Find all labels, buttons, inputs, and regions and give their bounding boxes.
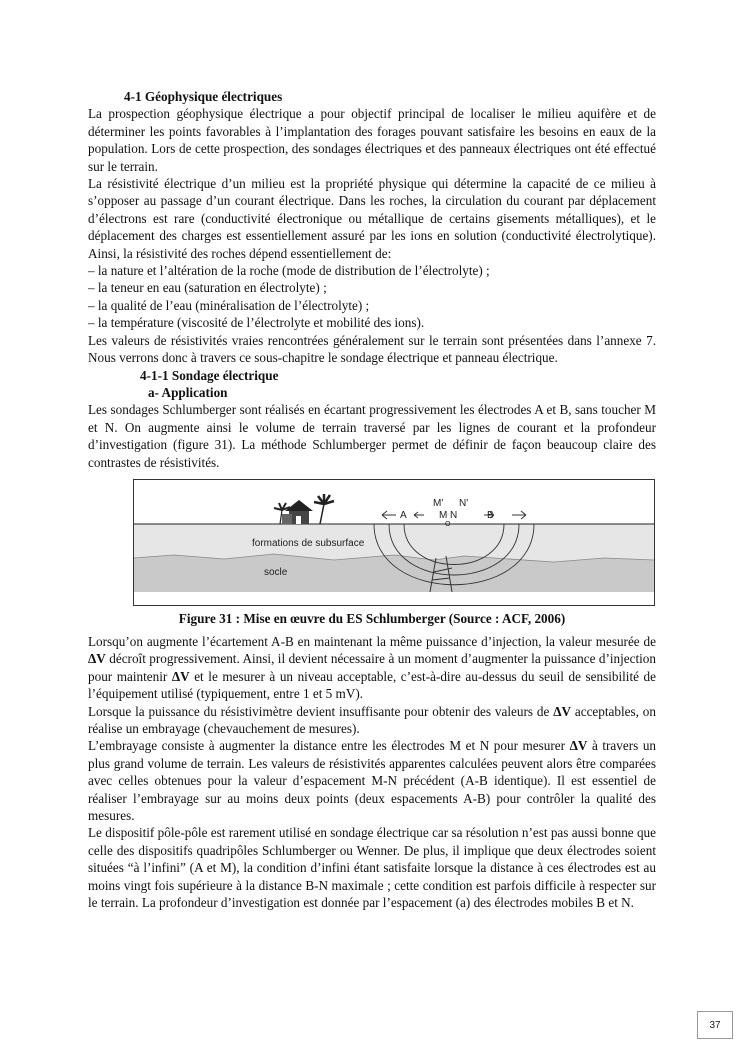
label-m: M	[439, 509, 448, 521]
paragraph-spacing	[88, 633, 656, 703]
text-span: L’embrayage consiste à augmenter la distance entre les électrodes M et N pour mesurer	[88, 738, 570, 754]
text-span: à travers un plus grand volume de terrain. Les valeurs de résistivités apparentes calculées peuvent alors être comparées avec celles obtenues pour la valeur d’espacement M-N précédent (A-B identique). Il est essentiel de réaliser l’embrayage sur au moins deux points (deux espacements A-B) pour contrôler la qualité des mesures.	[88, 738, 657, 823]
text-span: acceptables, on réalise un embrayage (chevauchement de mesures).	[88, 703, 656, 736]
paragraph-pole-pole: Le dispositif pôle-pôle est rarement utilisé en sondage électrique car sa résolution n’est pas aussi bonne que celle des dispositifs quadripôles Schlumberger ou Wenner. De plus, il implique que deux électrodes soient situées “à l’infini” (A et M), la condition d’infini étant satisfaite lorsque la distance à ces électrodes est au moins vingt fois supérieure à la distance B-N maximale ; cette condition est parfois difficile à respecter sur le terrain. La profondeur d’investigation est donnée par l’espacement (a) des électrodes mobiles B et N.	[88, 825, 656, 911]
label-subsurface: formations de subsurface	[252, 537, 365, 549]
text-span: et le mesurer à un niveau acceptable, c’est-à-dire au-dessus du seuil de sensibilité de l’équipement utilisé (typiquement, entre 1 et 5 mV).	[88, 668, 656, 702]
subsubsection-title: a- Application	[148, 384, 228, 400]
paragraph-values: Les valeurs de résistivités vraies rencontrées généralement sur le terrain sont présentées dans l’annexe 7. Nous verrons donc à travers ce sous-chapitre le sondage électrique et panneau électrique.	[88, 332, 656, 366]
label-n-prime: N'	[459, 497, 469, 509]
label-b: B	[487, 509, 494, 521]
label-m-prime: M'	[433, 497, 444, 509]
paragraph-embrayage	[88, 737, 656, 824]
delta-v: ΔV	[88, 651, 106, 667]
delta-v: ΔV	[553, 703, 571, 719]
page-number: 37	[697, 1011, 733, 1039]
text-span: décroît progressivement. Ainsi, il devient nécessaire à un moment d’augmenter la puissance d’injection pour maintenir	[88, 651, 656, 684]
label-n: N	[450, 509, 458, 521]
paragraph-resistivity: La résistivité électrique d’un milieu est la propriété physique qui détermine la capacité de ce milieu à s’opposer au passage d’un courant électrique. Dans les roches, la circulation du courant par déplacement d’électrons est rare (conductivité électronique ou métallique de certains gisements métalliques), et le déplacement des charges est essentiellement assuré par les ions en solution (conductivité électrolytique). Ainsi, la résistivité des roches dépend essentiellement de:	[88, 176, 656, 261]
schlumberger-diagram	[134, 480, 654, 605]
list-item: – la teneur en eau (saturation en électrolyte) ;	[88, 280, 327, 296]
arrow-right-icon	[512, 511, 526, 519]
figure-schlumberger	[133, 479, 655, 606]
paragraph-intro: La prospection géophysique électrique a pour objectif principal de localiser le milieu aquifère et de déterminer les points favorables à l’implantation des forages pouvant satisfaire les besoins en eaux de la population. Lors de cette prospection, des sondages électriques et des panneaux électriques ont été effectué sur le terrain.	[88, 106, 656, 174]
subsection-title: 4-1-1 Sondage électrique	[140, 367, 279, 383]
label-socle: socle	[264, 566, 288, 578]
list-item: – la qualité de l’eau (minéralisation de l’électrolyte) ;	[88, 297, 370, 313]
paragraph-power	[88, 703, 656, 738]
text-span: Lorsqu’on augmente l’écartement A-B en maintenant la même puissance d’injection, la valeur mesurée de	[88, 633, 656, 649]
arrow-left-icon	[414, 512, 424, 518]
label-a: A	[400, 509, 407, 521]
list-item: – la température (viscosité de l’électrolyte et mobilité des ions).	[88, 315, 425, 331]
delta-v: ΔV	[171, 668, 190, 684]
section-title: 4-1 Géophysique électriques	[124, 89, 283, 104]
text-span: Lorsque la puissance du résistivimètre devient insuffisante pour obtenir des valeurs de	[88, 703, 554, 719]
arrow-left-icon	[382, 511, 396, 519]
delta-v: ΔV	[569, 738, 588, 754]
label-o: O	[445, 520, 451, 528]
figure-caption: Figure 31 : Mise en œuvre du ES Schlumberger (Source : ACF, 2006)	[178, 610, 566, 626]
document-body	[88, 88, 656, 911]
paragraph-schlumberger: Les sondages Schlumberger sont réalisés en écartant progressivement les électrodes A et B, sans toucher M et N. On augmente ainsi le volume de terrain traversé par les lignes de courant et la profondeur d’investigation (figure 31). La méthode Schlumberger permet de définir de façon beaucoup claire des contrastes de résistivités.	[88, 402, 656, 470]
list-item: – la nature et l’altération de la roche (mode de distribution de l’électrolyte) ;	[88, 263, 490, 279]
